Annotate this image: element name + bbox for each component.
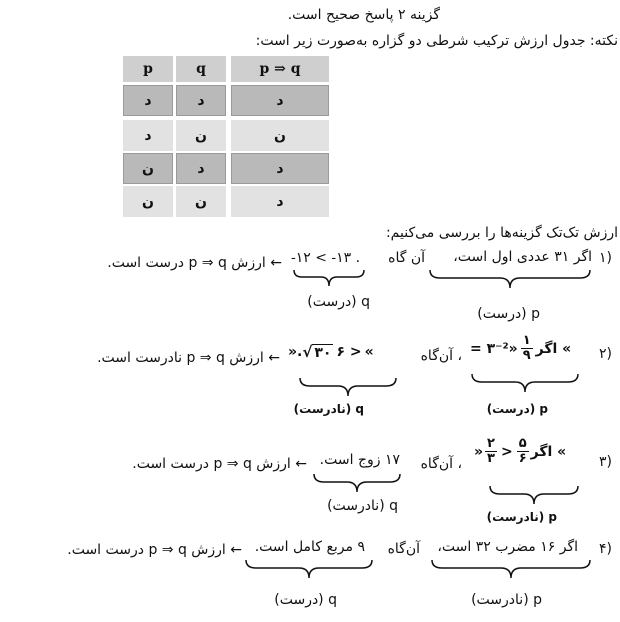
table-cell: ن [123, 186, 173, 217]
option-1-q-text: ‎-۱۲ < -۱۳ . [291, 250, 361, 266]
option-2-result: ← ارزش p ⇒ q نادرست است. [97, 350, 280, 366]
option-2-number: ۲) [599, 346, 612, 362]
table-cell: د [123, 85, 173, 116]
option-1-q-brace [292, 268, 366, 288]
option-4-p-brace [430, 558, 592, 580]
option-3-p-prefix: اگر « [530, 443, 567, 460]
option-4-q-label: q (درست) [274, 592, 337, 608]
option-3-fraction-b [485, 437, 497, 466]
greater-than-icon: > [500, 443, 513, 460]
review-intro: ارزش تک‌تک گزینه‌ها را بررسی می‌کنیم: [385, 225, 618, 241]
table-cell: د [231, 186, 329, 217]
option-2-p-expr [470, 334, 571, 363]
table-cell: ن [176, 186, 226, 217]
option-3-fraction-a [517, 437, 529, 466]
option-3-q-label: q (نادرست) [327, 498, 398, 514]
option-2-q-suffix: ». [288, 344, 303, 360]
option-3-result: ← ارزش p ⇒ q درست است. [132, 456, 307, 472]
option-3-q-text: ۱۷ زوج است. [319, 452, 400, 468]
option-2-p-rest: = ۳⁻²» [470, 340, 518, 357]
table-cell: د [176, 85, 226, 116]
option-2-q-mid: ۶ > [336, 344, 362, 360]
option-2-p-brace [470, 372, 580, 394]
option-4-result: ← ارزش p ⇒ q درست است. [67, 542, 242, 558]
table-header-pq: p ⇒ q [231, 56, 329, 82]
option-2-p-fraction [521, 334, 533, 363]
option-2-then: ، آن‌گاه [420, 348, 462, 364]
option-3-then: ، آن‌گاه [420, 456, 462, 472]
option-1-then: آن گاه [388, 250, 425, 266]
answer-line: گزینه ۲ پاسخ صحیح است. [287, 7, 440, 23]
option-4-p-label: p (نادرست) [471, 592, 542, 608]
option-1-q-label: q (درست) [307, 294, 370, 310]
radical-icon: √ [302, 343, 313, 361]
option-3-b-num: ۲ [487, 436, 495, 451]
option-1-result: ← ارزش p ⇒ q درست است. [107, 255, 282, 271]
option-2-q-brace [298, 376, 398, 398]
option-3-p-expr [474, 437, 566, 466]
option-2-p-den: ۹ [522, 348, 531, 363]
option-2-q-label: q (نادرست) [293, 402, 364, 416]
option-3-number: ۳) [599, 454, 612, 470]
option-3-a-num: ۵ [518, 436, 527, 451]
table-cell: د [231, 85, 329, 116]
option-2-q-prefix: « [364, 344, 374, 360]
note-line: نکته: جدول ارزش ترکیب شرطی دو گزاره به‌صورت زیر است: [255, 33, 618, 49]
truth-table [123, 56, 329, 217]
table-cell: ن [176, 120, 226, 151]
table-cell: د [231, 153, 329, 184]
table-header-q: q [176, 56, 226, 82]
option-2-p-num: ۱ [522, 333, 531, 348]
table-cell: ن [231, 120, 329, 151]
option-3-p-label: p (نادرست) [486, 510, 557, 524]
option-3-p-brace [488, 484, 580, 506]
option-2-p-prefix: اگر « [535, 340, 572, 357]
option-3-a-den: ۶ [518, 451, 527, 466]
option-3-p-suffix: » [474, 443, 484, 460]
option-4-q-brace [244, 558, 374, 580]
option-1-p-text: اگر ۳۱ عددی اول است، [453, 249, 592, 265]
option-3-b-den: ۳ [487, 451, 495, 466]
option-1-p-label: p (درست) [477, 306, 540, 322]
option-3-q-brace [312, 472, 402, 494]
option-1-p-brace [428, 268, 592, 290]
table-header-p: p [123, 56, 173, 82]
option-2-p-label: p (درست) [486, 402, 548, 416]
table-cell: د [123, 120, 173, 151]
option-1-number: ۱) [599, 250, 612, 266]
option-2-q-expr [288, 343, 374, 361]
option-4-number: ۴) [599, 541, 612, 557]
option-4-q-text: ۹ مربع کامل است. [254, 539, 365, 555]
table-cell: ن [123, 153, 173, 184]
option-2-q-radicand: ۳۰ [314, 344, 332, 361]
table-cell: د [176, 153, 226, 184]
option-4-then: آن‌گاه [387, 541, 420, 557]
option-4-p-text: اگر ۱۶ مضرب ۳۲ است، [437, 539, 578, 555]
